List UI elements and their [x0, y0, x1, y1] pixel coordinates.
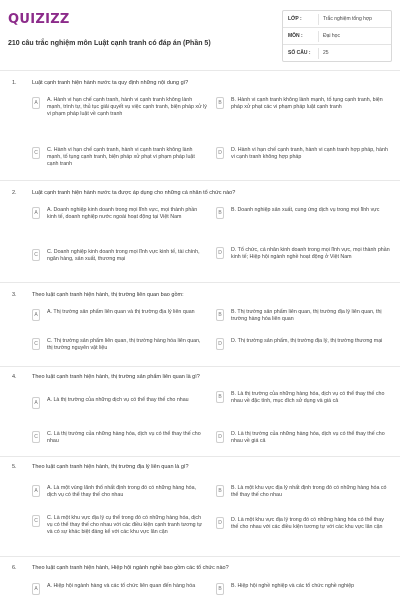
question-number: 1.: [12, 80, 17, 86]
meta-info-box: [282, 10, 392, 62]
option-text: B. Là thị trường của những hàng hóa, dịch vụ có thể thay thế cho nhau về đặc tính, mục đích sử dụng và giá cả: [231, 391, 385, 404]
document-title: 210 câu trắc nghiệm môn Luật cạnh tranh có đáp án (Phần 5): [8, 40, 211, 47]
question-text: Theo luật cạnh tranh hiện hành, thị trường địa lý liên quan là gì?: [32, 464, 189, 470]
option-text: B. Là một khu vực địa lý nhất định trong đó có những hàng hóa có thể thay thế cho nhau: [231, 485, 387, 498]
option-text: D. Thị trường sản phẩm, thị trường địa lý, thị trường thương mại: [231, 338, 383, 344]
meta-key: MÔN :: [288, 33, 303, 39]
meta-value: 25: [323, 50, 329, 56]
option-letter-box: A: [32, 309, 40, 321]
option-text: A. Hành vi hạn chế cạnh tranh, hành vi cạnh tranh không lành mạnh, trình tự, thủ tục giải quyết vụ việc cạnh tranh, biện pháp xử lý vi phạm pháp luật về cạnh tranh: [47, 97, 207, 117]
meta-key: SỐ CÂU :: [288, 50, 311, 56]
option-letter-box: C: [32, 515, 40, 527]
option-text: D. Là một khu vực địa lý trong đó có những hàng hóa có thể thay thế cho nhau với các điều kiện tương tự với các khu vực lân cận: [231, 517, 384, 530]
option-letter-box: B: [216, 97, 224, 109]
meta-row-class: [283, 11, 391, 28]
option-letter-box: D: [216, 338, 224, 350]
meta-key: LỚP :: [288, 16, 302, 22]
question-divider: [0, 456, 400, 457]
question-number: 4.: [12, 374, 17, 380]
option-letter-box: B: [216, 207, 224, 219]
option-text: A. Là thị trường của những dịch vụ có thể thay thế cho nhau: [47, 397, 189, 403]
option-text: C. Là một khu vực địa lý cụ thể trong đó có những hàng hóa, dịch vụ có thể thay thế cho nhau với các điều kiện cạnh tranh tương tự và có sự khác biệt đáng kể với các khu vực lân cận: [47, 515, 203, 535]
option-text: C. Hành vi hạn chế cạnh tranh, hành vi cạnh tranh không lành mạnh, tố tụng cạnh tranh, biện pháp xử phạt vi phạm pháp luật cạnh tranh: [47, 147, 195, 167]
option-letter-box: D: [216, 147, 224, 159]
meta-value: Đại học: [323, 33, 340, 39]
option-letter-box: B: [216, 309, 224, 321]
option-letter-box: B: [216, 583, 224, 595]
option-letter-box: D: [216, 247, 224, 259]
question-text: Theo luật cạnh tranh hiện hành, thị trường liên quan bao gồm:: [32, 292, 184, 298]
option-letter-box: C: [32, 431, 40, 443]
question-text: Luật cạnh tranh hiện hành nước ta được áp dụng cho những cá nhân tổ chức nào?: [32, 190, 236, 196]
option-text: A. Hiệp hội ngành hàng và các tổ chức liên quan đến hàng hóa: [47, 583, 196, 589]
question-divider: [0, 366, 400, 367]
option-letter-box: A: [32, 397, 40, 409]
question-divider: [0, 180, 400, 181]
option-text: D. Hành vi hạn chế cạnh tranh, hành vi cạnh tranh hợp pháp, hành vi cạnh tranh không hợp pháp: [231, 147, 388, 160]
option-text: C. Thị trường sản phẩm liên quan, thị trường hàng hóa liên quan, thị trường nguyên vật liệu: [47, 338, 201, 351]
option-text: A. Là một vùng lãnh thổ nhất định trong đó có những hàng hóa, dịch vụ có thể thay thế cho nhau: [47, 485, 197, 498]
question-number: 2.: [12, 190, 17, 196]
option-letter-box: B: [216, 391, 224, 403]
option-text: C. Là thị trường của những hàng hóa, dịch vụ có thể thay thế cho nhau: [47, 431, 201, 444]
option-text: D. Là thị trường của những hàng hóa, dịch vụ có thể thay thế cho nhau về giá cả: [231, 431, 385, 444]
option-text: B. Hành vi cạnh tranh không lành mạnh, tố tụng cạnh tranh, biện pháp xử phạt các vi phạm pháp luật cạnh tranh: [231, 97, 383, 110]
option-letter-box: C: [32, 338, 40, 350]
question-number: 5.: [12, 464, 17, 470]
meta-separator: [318, 14, 319, 25]
meta-separator: [318, 31, 319, 42]
option-text: B. Thị trường sản phẩm liên quan, thị trường địa lý liên quan, thị trường hàng hóa liên quan: [231, 309, 382, 322]
meta-value: Trắc nghiệm tổng hợp: [323, 16, 372, 22]
option-letter-box: B: [216, 485, 224, 497]
option-letter-box: A: [32, 583, 40, 595]
meta-row-count: [283, 45, 391, 62]
option-letter-box: C: [32, 249, 40, 261]
option-text: D. Tổ chức, cá nhân kinh doanh trong mọi lĩnh vực, mọi thành phần kinh tế; Hiệp hội ngành nghề hoạt động ở Việt Nam: [231, 247, 390, 260]
option-letter-box: A: [32, 485, 40, 497]
option-text: A. Doanh nghiệp kinh doanh trong mọi lĩnh vực, mọi thành phần kinh tế, doanh nghiệp nước ngoài hoạt động tại Việt Nam: [47, 207, 198, 220]
question-text: Theo luật cạnh tranh hiện hành, thị trường sản phẩm liên quan là gì?: [32, 374, 200, 380]
option-text: B. Hiệp hội nghề nghiệp và các tổ chức nghề nghiệp: [231, 583, 355, 589]
question-divider: [0, 556, 400, 557]
option-letter-box: D: [216, 517, 224, 529]
header-divider: [0, 70, 400, 71]
option-letter-box: A: [32, 97, 40, 109]
question-divider: [0, 282, 400, 283]
question-number: 6.: [12, 565, 17, 571]
option-letter-box: D: [216, 431, 224, 443]
option-text: A. Thị trường sản phẩm liên quan và thị trường địa lý liên quan: [47, 309, 195, 315]
option-text: B. Doanh nghiệp sản xuất, cung ứng dịch vụ trong mọi lĩnh vực: [231, 207, 380, 213]
question-number: 3.: [12, 292, 17, 298]
question-text: Theo luật cạnh tranh hiện hành, Hiệp hội ngành nghề bao gồm các tổ chức nào?: [32, 565, 229, 571]
option-letter-box: A: [32, 207, 40, 219]
option-text: C. Doanh nghiệp kinh doanh trong mọi lĩnh vực kinh tế, tài chính, ngân hàng, sản xuất, thương mại: [47, 249, 200, 262]
meta-row-subject: [283, 28, 391, 45]
quizizz-logo: QUIZIZZ: [8, 12, 70, 27]
document-header: [8, 8, 392, 62]
option-letter-box: C: [32, 147, 40, 159]
meta-separator: [318, 48, 319, 59]
question-text: Luật cạnh tranh hiện hành nước ta quy định những nội dung gì?: [32, 80, 189, 86]
